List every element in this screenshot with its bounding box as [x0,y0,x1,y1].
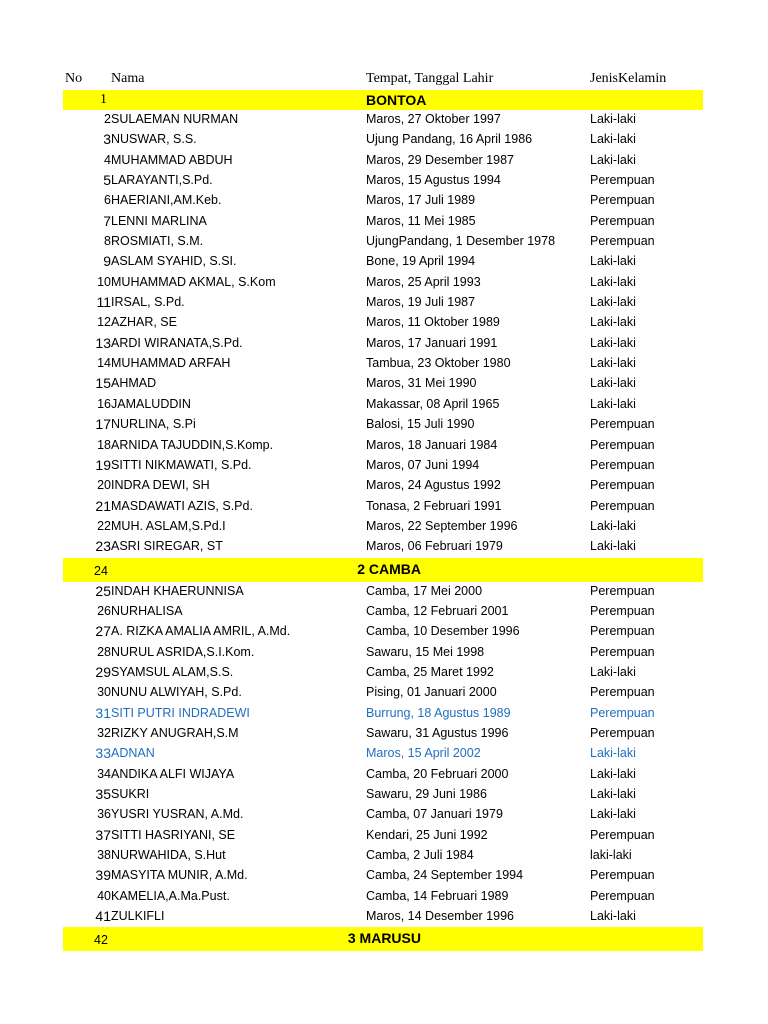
row-name: A. RIZKA AMALIA AMRIL, A.Md. [111,624,291,639]
row-number: 11 [96,294,111,311]
row-birth-place-date: Camba, 2 Juli 1984 [366,848,474,863]
row-birth-place-date: Maros, 15 Agustus 1994 [366,173,501,188]
table-row[interactable] [63,582,703,602]
row-name: NUSWAR, S.S. [111,132,197,147]
section-band-bontoa [63,90,703,110]
row-number: 38 [97,848,111,863]
table-row[interactable] [63,415,703,435]
row-name: MUH. ASLAM,S.Pd.I [111,518,226,533]
table-row[interactable] [63,602,703,622]
row-birth-place-date: Bone, 19 April 1994 [366,254,476,269]
table-row[interactable] [63,622,703,642]
row-name: ARDI WIRANATA,S.Pd. [111,335,243,350]
table-row[interactable] [63,805,703,825]
section-band-marusu [63,927,703,951]
table-row[interactable] [63,497,703,517]
row-gender: Laki-laki [590,112,636,126]
row-number: 16 [97,396,111,411]
row-birth-place-date: Burrung, 18 Agustus 1989 [366,705,511,720]
table-row[interactable] [63,191,703,211]
row-number: 37 [95,826,111,843]
row-number: 7 [103,212,111,229]
row-birth-place-date: Maros, 07 Juni 1994 [366,457,480,472]
row-birth-place-date: Sawaru, 15 Mei 1998 [366,644,485,659]
row-name: AHMAD [111,376,157,391]
row-name: NURUL ASRIDA,S.I.Kom. [111,644,255,659]
row-gender: Perempuan [590,417,655,432]
row-name: MUHAMMAD AKMAL, S.Kom [111,274,276,289]
row-gender: Perempuan [590,213,655,228]
section-number: 42 [94,933,108,948]
table-row[interactable] [63,683,703,703]
row-name: YUSRI YUSRAN, A.Md. [111,807,244,822]
row-birth-place-date: Maros, 29 Desember 1987 [366,152,514,167]
row-number: 17 [95,416,111,433]
row-birth-place-date: Kendari, 25 Juni 1992 [366,827,488,842]
row-name: SULAEMAN NURMAN [111,112,239,126]
row-birth-place-date: Camba, 17 Mei 2000 [366,583,483,598]
row-number: 2 [104,112,111,126]
row-name: MUHAMMAD ABDUH [111,152,233,167]
row-birth-place-date: Camba, 10 Desember 1996 [366,624,520,639]
row-number: 15 [95,375,111,392]
header-nama: Nama [111,71,145,86]
row-name: INDAH KHAERUNNISA [111,583,244,598]
row-birth-place-date: Tonasa, 2 Februari 1991 [366,498,502,513]
row-number: 23 [95,538,111,555]
row-number: 32 [97,725,111,740]
bontoa-rows [63,110,703,558]
row-number: 4 [104,152,111,167]
row-birth-place-date: Tambua, 23 Oktober 1980 [366,356,511,371]
row-gender: Perempuan [590,193,655,208]
row-gender: Perempuan [590,725,655,740]
row-name: RIZKY ANUGRAH,S.M [111,725,239,740]
row-birth-place-date: Maros, 18 Januari 1984 [366,437,498,452]
row-birth-place-date: UjungPandang, 1 Desember 1978 [366,234,556,249]
row-name: ROSMIATI, S.M. [111,234,204,249]
section-band-camba [63,558,703,582]
row-name: ZULKIFLI [111,909,165,924]
row-name: NUNU ALWIYAH, S.Pd. [111,685,242,700]
table-row[interactable] [63,232,703,252]
row-number: 40 [97,888,111,903]
row-number: 34 [97,766,111,781]
table-row[interactable] [63,476,703,496]
table-row[interactable] [63,537,703,557]
row-gender: Laki-laki [590,539,636,554]
row-number: 22 [97,518,111,533]
row-birth-place-date: Ujung Pandang, 16 April 1986 [366,132,533,147]
row-birth-place-date: Maros, 27 Oktober 1997 [366,112,501,126]
row-birth-place-date: Maros, 24 Agustus 1992 [366,478,501,493]
table-row[interactable] [63,663,703,683]
header-no: No [65,71,83,86]
row-birth-place-date: Camba, 07 Januari 1979 [366,807,503,822]
table-row[interactable] [63,765,703,785]
table-row[interactable] [63,704,703,724]
row-name: SITI PUTRI INDRADEWI [111,705,250,720]
row-number: 28 [97,644,111,659]
row-name: ARNIDA TAJUDDIN,S.Komp. [111,437,274,452]
row-number: 29 [95,663,111,680]
table-row[interactable] [63,436,703,456]
row-birth-place-date: Maros, 22 September 1996 [366,518,518,533]
row-birth-place-date: Maros, 25 April 1993 [366,274,481,289]
row-gender: Laki-laki [590,356,636,371]
table-row[interactable] [63,846,703,866]
row-gender: Laki-laki [590,746,636,761]
table-row[interactable] [63,293,703,313]
table-row[interactable] [63,313,703,333]
row-name: ASLAM SYAHID, S.SI. [111,254,237,269]
row-gender: laki-laki [590,848,632,863]
row-name: ANDIKA ALFI WIJAYA [111,766,235,781]
row-gender: Perempuan [590,868,655,883]
row-number: 8 [104,234,111,249]
row-number: 36 [97,807,111,822]
row-number: 10 [97,274,111,289]
section-title: BONTOA [366,92,427,108]
table-row[interactable] [63,826,703,846]
row-name: SITTI NIKMAWATI, S.Pd. [111,457,252,472]
row-birth-place-date: Makassar, 08 April 1965 [366,396,500,411]
row-number: 13 [95,334,111,351]
row-name: AZHAR, SE [111,315,177,330]
row-name: MUHAMMAD ARFAH [111,356,231,371]
table-row[interactable] [63,866,703,886]
table-row[interactable] [63,643,703,663]
row-number: 3 [103,131,111,148]
row-number: 20 [97,478,111,493]
row-gender: Perempuan [590,603,655,618]
row-number: 35 [95,786,111,802]
row-gender: Perempuan [590,888,655,903]
row-birth-place-date: Camba, 24 September 1994 [366,868,524,883]
row-birth-place-date: Maros, 15 April 2002 [366,746,481,761]
table-row[interactable] [63,334,703,354]
table-row[interactable] [63,110,703,130]
row-name: LARAYANTI,S.Pd. [111,173,213,188]
row-gender: Laki-laki [590,315,636,330]
row-number: 27 [95,623,111,640]
row-birth-place-date: Camba, 20 Februari 2000 [366,766,509,781]
row-birth-place-date: Maros, 11 Oktober 1989 [366,315,500,330]
table-row[interactable] [63,887,703,907]
table-row[interactable] [63,395,703,415]
table-row[interactable] [63,354,703,374]
row-gender: Laki-laki [590,909,636,924]
row-name: SITTI HASRIYANI, SE [111,827,236,842]
row-number: 21 [95,497,111,514]
table-row[interactable] [63,785,703,805]
row-name: SUKRI [111,787,150,801]
row-gender: Laki-laki [590,807,636,822]
table-row[interactable] [63,130,703,150]
row-birth-place-date: Maros, 14 Desember 1996 [366,909,514,924]
row-birth-place-date: Camba, 14 Februari 1989 [366,888,509,903]
row-gender: Laki-laki [590,518,636,533]
table-row[interactable] [63,744,703,764]
row-birth-place-date: Sawaru, 29 Juni 1986 [366,787,487,801]
row-gender: Laki-laki [590,295,636,310]
row-birth-place-date: Pising, 01 Januari 2000 [366,685,497,700]
row-gender: Perempuan [590,498,655,513]
row-number: 9 [103,253,111,270]
row-gender: Perempuan [590,478,655,493]
table-row[interactable] [63,374,703,394]
row-birth-place-date: Maros, 17 Januari 1991 [366,335,498,350]
row-name: JAMALUDDIN [111,396,191,411]
row-birth-place-date: Maros, 19 Juli 1987 [366,295,476,310]
row-birth-place-date: Balosi, 15 Juli 1990 [366,417,475,432]
row-gender: Perempuan [590,685,655,700]
row-birth-place-date: Maros, 31 Mei 1990 [366,376,477,391]
section-number: 1 [100,92,107,107]
table-row[interactable] [63,171,703,191]
row-number: 6 [104,193,111,208]
header-jenis-kelamin: JenisKelamin [590,71,667,86]
row-name: NURLINA, S.Pi [111,417,196,432]
row-number: 33 [95,745,111,762]
row-gender: Laki-laki [590,396,636,411]
table-row[interactable] [63,151,703,171]
row-gender: Perempuan [590,234,655,249]
camba-rows [63,582,703,928]
row-name: ASRI SIREGAR, ST [111,539,223,554]
row-number: 26 [97,603,111,618]
row-gender: Perempuan [590,457,655,472]
row-name: SYAMSUL ALAM,S.S. [111,664,234,679]
table-row[interactable] [63,907,703,927]
row-birth-place-date: Camba, 25 Maret 1992 [366,664,494,679]
row-name: NURHALISA [111,603,183,618]
row-gender: Laki-laki [590,376,636,391]
row-gender: Laki-laki [590,664,636,679]
row-number: 19 [95,456,111,473]
row-number: 18 [97,437,111,452]
table-row[interactable] [63,252,703,272]
row-name: ADNAN [111,746,155,761]
row-name: INDRA DEWI, SH [111,478,210,493]
section-title: 3 MARUSU [347,930,421,947]
table-row[interactable] [63,212,703,232]
row-name: KAMELIA,A.Ma.Pust. [111,888,230,903]
row-number: 39 [95,867,111,884]
spreadsheet [63,68,703,951]
row-name: MASYITA MUNIR, A.Md. [111,868,248,883]
row-name: NURWAHIDA, S.Hut [111,848,226,863]
row-gender: Perempuan [590,624,655,639]
row-birth-place-date: Maros, 11 Mei 1985 [366,213,476,228]
row-number: 5 [103,172,111,189]
row-gender: Laki-laki [590,766,636,781]
row-gender: Perempuan [590,173,655,188]
table-row[interactable] [63,273,703,293]
row-gender: Perempuan [590,705,655,720]
row-name: MASDAWATI AZIS, S.Pd. [111,498,253,513]
section-number: 24 [94,563,108,578]
table-row[interactable] [63,724,703,744]
header-ttl: Tempat, Tanggal Lahir [366,71,494,86]
row-birth-place-date: Sawaru, 31 Agustus 1996 [366,725,509,740]
row-gender: Laki-laki [590,335,636,350]
row-name: IRSAL, S.Pd. [111,295,185,310]
row-birth-place-date: Maros, 06 Februari 1979 [366,539,503,554]
row-number: 12 [97,315,111,330]
section-title: 2 CAMBA [357,560,421,577]
table-row[interactable] [63,456,703,476]
row-number: 31 [95,704,111,721]
row-gender: Laki-laki [590,152,636,167]
row-number: 14 [97,356,111,371]
row-gender: Laki-laki [590,254,636,269]
row-gender: Laki-laki [590,787,636,801]
row-number: 41 [95,908,111,925]
row-birth-place-date: Camba, 12 Februari 2001 [366,603,509,618]
row-gender: Perempuan [590,437,655,452]
row-number: 30 [97,685,111,700]
row-gender: Perempuan [590,644,655,659]
row-birth-place-date: Maros, 17 Juli 1989 [366,193,476,208]
row-gender: Laki-laki [590,132,636,147]
row-name: LENNI MARLINA [111,213,207,228]
row-name: HAERIANI,AM.Keb. [111,193,222,208]
table-row[interactable] [63,517,703,537]
row-gender: Laki-laki [590,274,636,289]
header-row [63,68,703,90]
row-number: 25 [95,582,111,599]
row-gender: Perempuan [590,583,655,598]
row-gender: Perempuan [590,827,655,842]
